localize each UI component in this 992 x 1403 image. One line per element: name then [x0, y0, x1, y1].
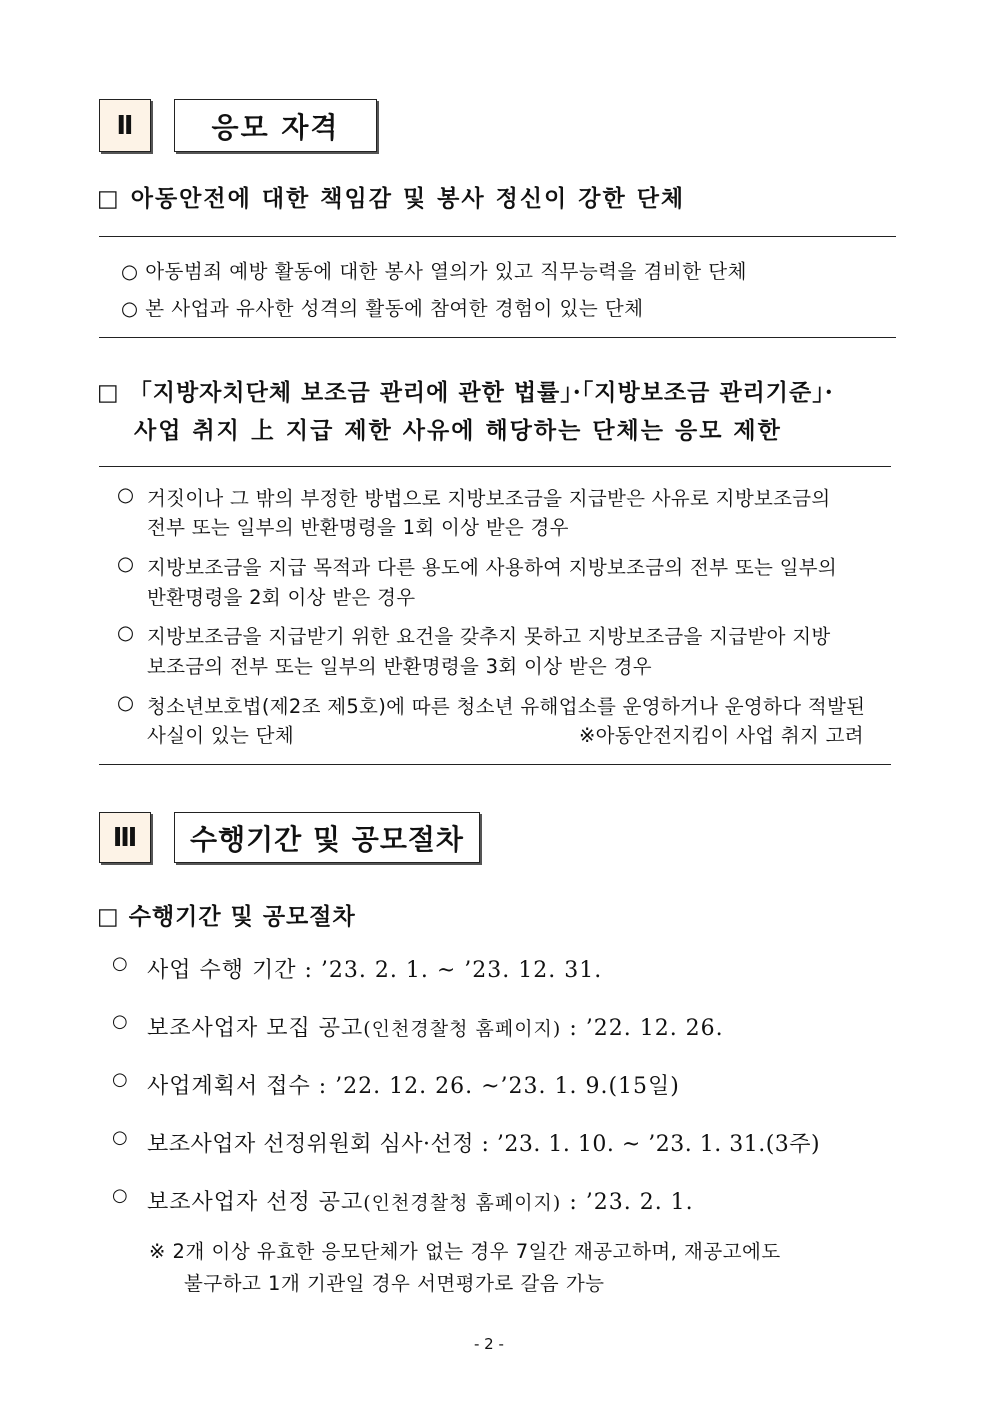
page-number: - 2 -	[474, 1335, 504, 1353]
eligibility-item: ○ 본 사업과 유사한 성격의 활동에 참여한 경험이 있는 단체	[121, 297, 644, 320]
schedule-sub: (인천경찰청 홈페이지)	[363, 1192, 562, 1214]
restriction-line: 지방보조금을 지급받기 위한 요건을 갖추지 못하고 지방보조금을 지급받아 지방	[147, 625, 831, 648]
schedule-label: 사업계획서 접수 : ’22. 12. 26. ~’23. 1. 9.(15일)	[147, 1074, 680, 1099]
divider	[99, 337, 896, 338]
restriction-line: 청소년보호법(제2조 제5호)에 따른 청소년 유해업소를 운영하거나 운영하다 적발된	[147, 695, 866, 718]
procedure-heading: □ 수행기간 및 공모절차	[97, 903, 356, 930]
section-number: Ⅲ	[112, 822, 138, 853]
eligibility-item: ○ 아동범죄 예방 활동에 대한 봉사 열의가 있고 직무능력을 겸비한 단체	[121, 260, 747, 283]
restriction-line: 사실이 있는 단체	[147, 724, 294, 747]
schedule-date: : ’23. 2. 1.	[561, 1190, 694, 1215]
section-number-box	[99, 99, 151, 152]
schedule-date: : ’22. 12. 26.	[561, 1016, 724, 1041]
schedule-mark: ○	[112, 1185, 129, 1206]
schedule-item	[147, 1011, 724, 1042]
section-title: 응모 자격	[211, 110, 340, 144]
restriction-line: 보조금의 전부 또는 일부의 반환명령을 3회 이상 받은 경우	[147, 655, 652, 678]
schedule-sub: (인천경찰청 홈페이지)	[363, 1018, 562, 1040]
divider	[99, 466, 891, 467]
divider	[99, 236, 896, 237]
section-title: 수행기간 및 공모절차	[190, 822, 464, 856]
schedule-item	[147, 953, 602, 984]
schedule-note-line1: ※ 2개 이상 유효한 응모단체가 없는 경우 7일간 재공고하며, 재공고에도	[149, 1240, 781, 1263]
schedule-item	[147, 1127, 820, 1158]
section-number: Ⅱ	[116, 110, 134, 141]
restriction-line: 반환명령을 2회 이상 받은 경우	[147, 586, 416, 609]
section-number-box	[99, 812, 151, 863]
restriction-line: 전부 또는 일부의 반환명령을 1회 이상 받은 경우	[147, 516, 569, 539]
restriction-line: 거짓이나 그 밖의 부정한 방법으로 지방보조금을 지급받은 사유로 지방보조금의	[147, 487, 831, 510]
restriction-mark: ○	[117, 691, 135, 714]
schedule-mark: ○	[112, 1069, 129, 1090]
schedule-label: 보조사업자 선정 공고	[147, 1190, 364, 1215]
section-title-box	[174, 812, 480, 863]
restriction-mark: ○	[117, 552, 135, 575]
restriction-note: ※아동안전지킴이 사업 취지 고려	[579, 724, 864, 747]
schedule-label: 보조사업자 모집 공고	[147, 1016, 364, 1041]
schedule-item	[147, 1185, 694, 1216]
schedule-label: 보조사업자 선정위원회 심사·선정 : ’23. 1. 10. ~ ’23. 1. 31.(3주)	[147, 1132, 821, 1157]
schedule-mark: ○	[112, 1127, 129, 1148]
schedule-mark: ○	[112, 953, 129, 974]
restriction-mark: ○	[117, 621, 135, 644]
restriction-line: 지방보조금을 지급 목적과 다른 용도에 사용하여 지방보조금의 전부 또는 일부의	[147, 556, 838, 579]
restriction-mark: ○	[117, 483, 135, 506]
restriction-heading-line1: □ 「지방자치단체 보조금 관리에 관한 법률」·「지방보조금 관리기준」·	[97, 379, 834, 406]
divider	[99, 764, 891, 765]
section-title-box	[174, 99, 377, 152]
schedule-mark: ○	[112, 1011, 129, 1032]
schedule-item	[147, 1069, 680, 1100]
restriction-heading-line2: 사업 취지 上 지급 제한 사유에 해당하는 단체는 응모 제한	[134, 417, 782, 444]
schedule-note-line2: 불구하고 1개 기관일 경우 서면평가로 갈음 가능	[184, 1272, 605, 1295]
eligibility-heading: □ 아동안전에 대한 책임감 및 봉사 정신이 강한 단체	[97, 185, 686, 212]
schedule-label: 사업 수행 기간 : ’23. 2. 1. ~ ’23. 12. 31.	[147, 958, 603, 983]
